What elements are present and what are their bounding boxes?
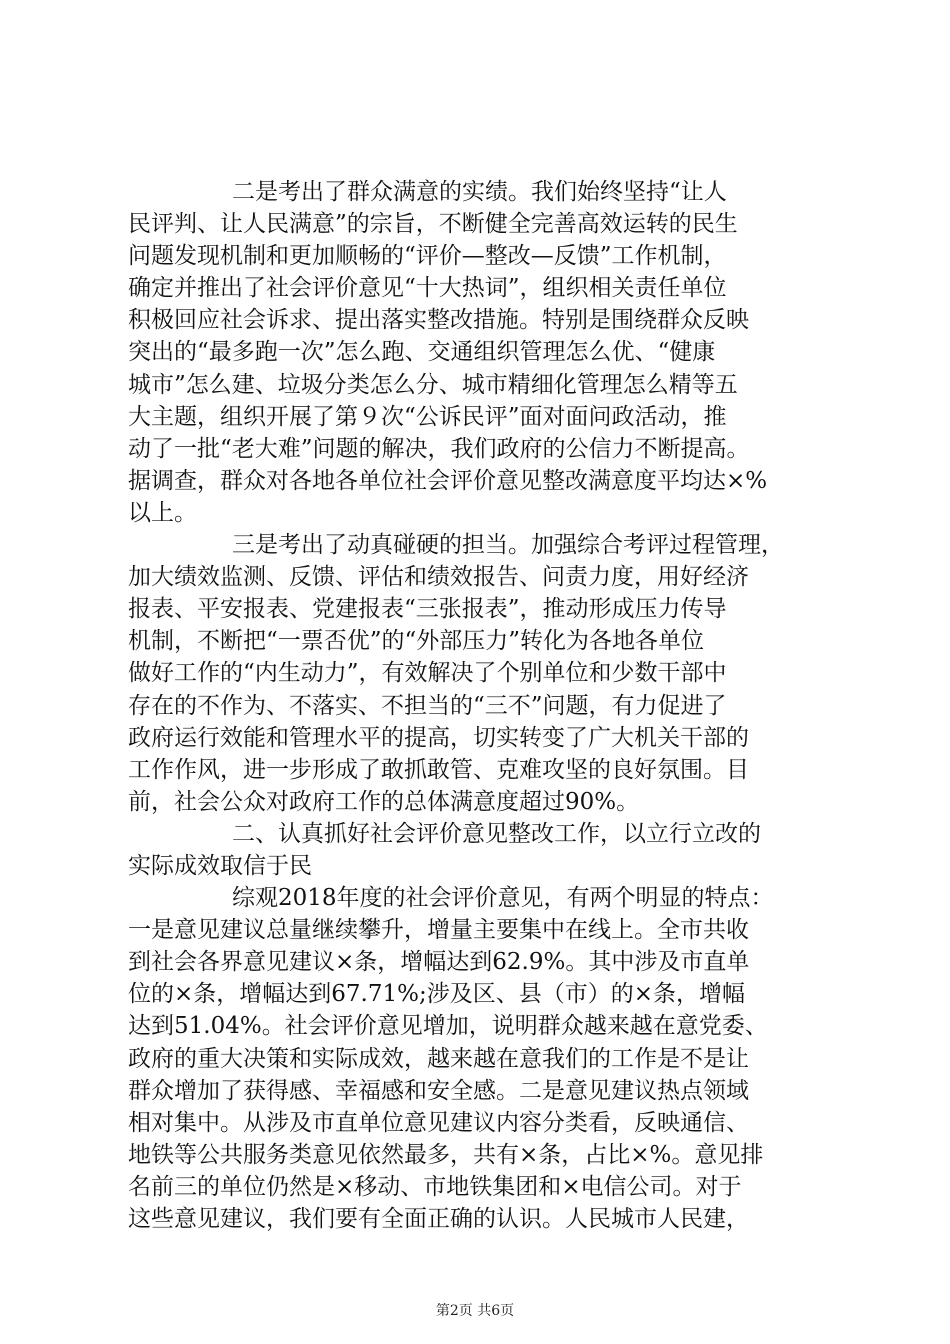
text-line: 机制，不断把“一票否优”的“外部压力”转化为各地各单位 (128, 628, 705, 655)
paragraph-p1 (128, 176, 848, 529)
text-line: 位的×条，增幅达到67.71%;涉及区、县（市）的×条，增幅 (128, 981, 745, 1008)
text-line: 做好工作的“内生动力”，有效解决了个别单位和少数干部中 (128, 660, 727, 687)
text-line: 相对集中。从涉及市直单位意见建议内容分类看，反映通信、 (128, 1109, 749, 1136)
text-line: 动了一批“老大难”问题的解决，我们政府的公信力不断提高。 (128, 435, 750, 462)
text-line: 二是考出了群众满意的实绩。我们始终坚持“让人 (232, 179, 727, 205)
text-line: 达到51.04%。社会评价意见增加，说明群众越来越在意党委、 (128, 1013, 768, 1040)
text-line: 突出的“最多跑一次”怎么跑、交通组织管理怎么优、“健康 (128, 339, 716, 366)
document-body (128, 176, 848, 1235)
text-line: 前，社会公众对政府工作的总体满意度超过90%。 (128, 788, 640, 815)
text-line: 大主题，组织开展了第９次“公诉民评”面对面问政活动，推 (128, 403, 727, 430)
text-line: 实际成效取信于民 (128, 852, 312, 879)
paragraph-p2 (128, 529, 848, 818)
text-line: 这些意见建议，我们要有全面正确的认识。人民城市人民建， (128, 1206, 749, 1232)
text-line: 三是考出了动真碰硬的担当。加强综合考评过程管理， (232, 532, 784, 559)
paragraph-p3 (128, 818, 848, 882)
text-line: 地铁等公共服务类意见依然最多，共有×条，占比×%。意见排 (128, 1141, 764, 1168)
text-line: 积极回应社会诉求、提出落实整改措施。特别是围绕群众反映 (128, 307, 749, 334)
text-line: 名前三的单位仍然是×移动、市地铁集团和×电信公司。对于 (128, 1173, 742, 1200)
text-line: 政府运行效能和管理水平的提高，切实转变了广大机关干部的 (128, 724, 749, 751)
text-line: 据调查，群众对各地各单位社会评价意见整改满意度平均达×% (128, 467, 768, 494)
text-line: 以上。 (128, 499, 197, 526)
text-line: 存在的不作为、不落实、不担当的“三不”问题，有力促进了 (128, 692, 727, 719)
text-line: 工作作风，进一步形成了敢抓敢管、克难攻坚的良好氛围。目 (128, 756, 749, 783)
text-line: 政府的重大决策和实际成效，越来越在意我们的工作是不是让 (128, 1045, 749, 1072)
text-line: 二、认真抓好社会评价意见整改工作，以立行立改的 (232, 820, 761, 847)
text-line: 确定并推出了社会评价意见“十大热词”，组织相关责任单位 (128, 275, 727, 302)
text-line: 一是意见建议总量继续攀升，增量主要集中在线上。全市共收 (128, 917, 749, 944)
text-line: 综观2018年度的社会评价意见，有两个明显的特点： (232, 885, 774, 912)
text-line: 报表、平安报表、党建报表“三张报表”，推动形成压力传导 (128, 596, 727, 623)
text-line: 加大绩效监测、反馈、评估和绩效报告、问责力度，用好经济 (128, 564, 749, 591)
text-line: 民评判、让人民满意”的宗旨，不断健全完善高效运转的民生 (128, 211, 738, 238)
text-line: 城市”怎么建、垃圾分类怎么分、城市精细化管理怎么精等五 (128, 371, 738, 398)
text-line: 到社会各界意见建议×条，增幅达到62.9%。其中涉及市直单 (128, 949, 750, 976)
paragraph-p4 (128, 882, 848, 1235)
text-line: 问题发现机制和更加顺畅的“评价—整改—反馈”工作机制， (128, 243, 727, 270)
page-footer: 第2页 共6页 (435, 1303, 515, 1319)
text-line: 群众增加了获得感、幸福感和安全感。二是意见建议热点领域 (128, 1077, 749, 1104)
